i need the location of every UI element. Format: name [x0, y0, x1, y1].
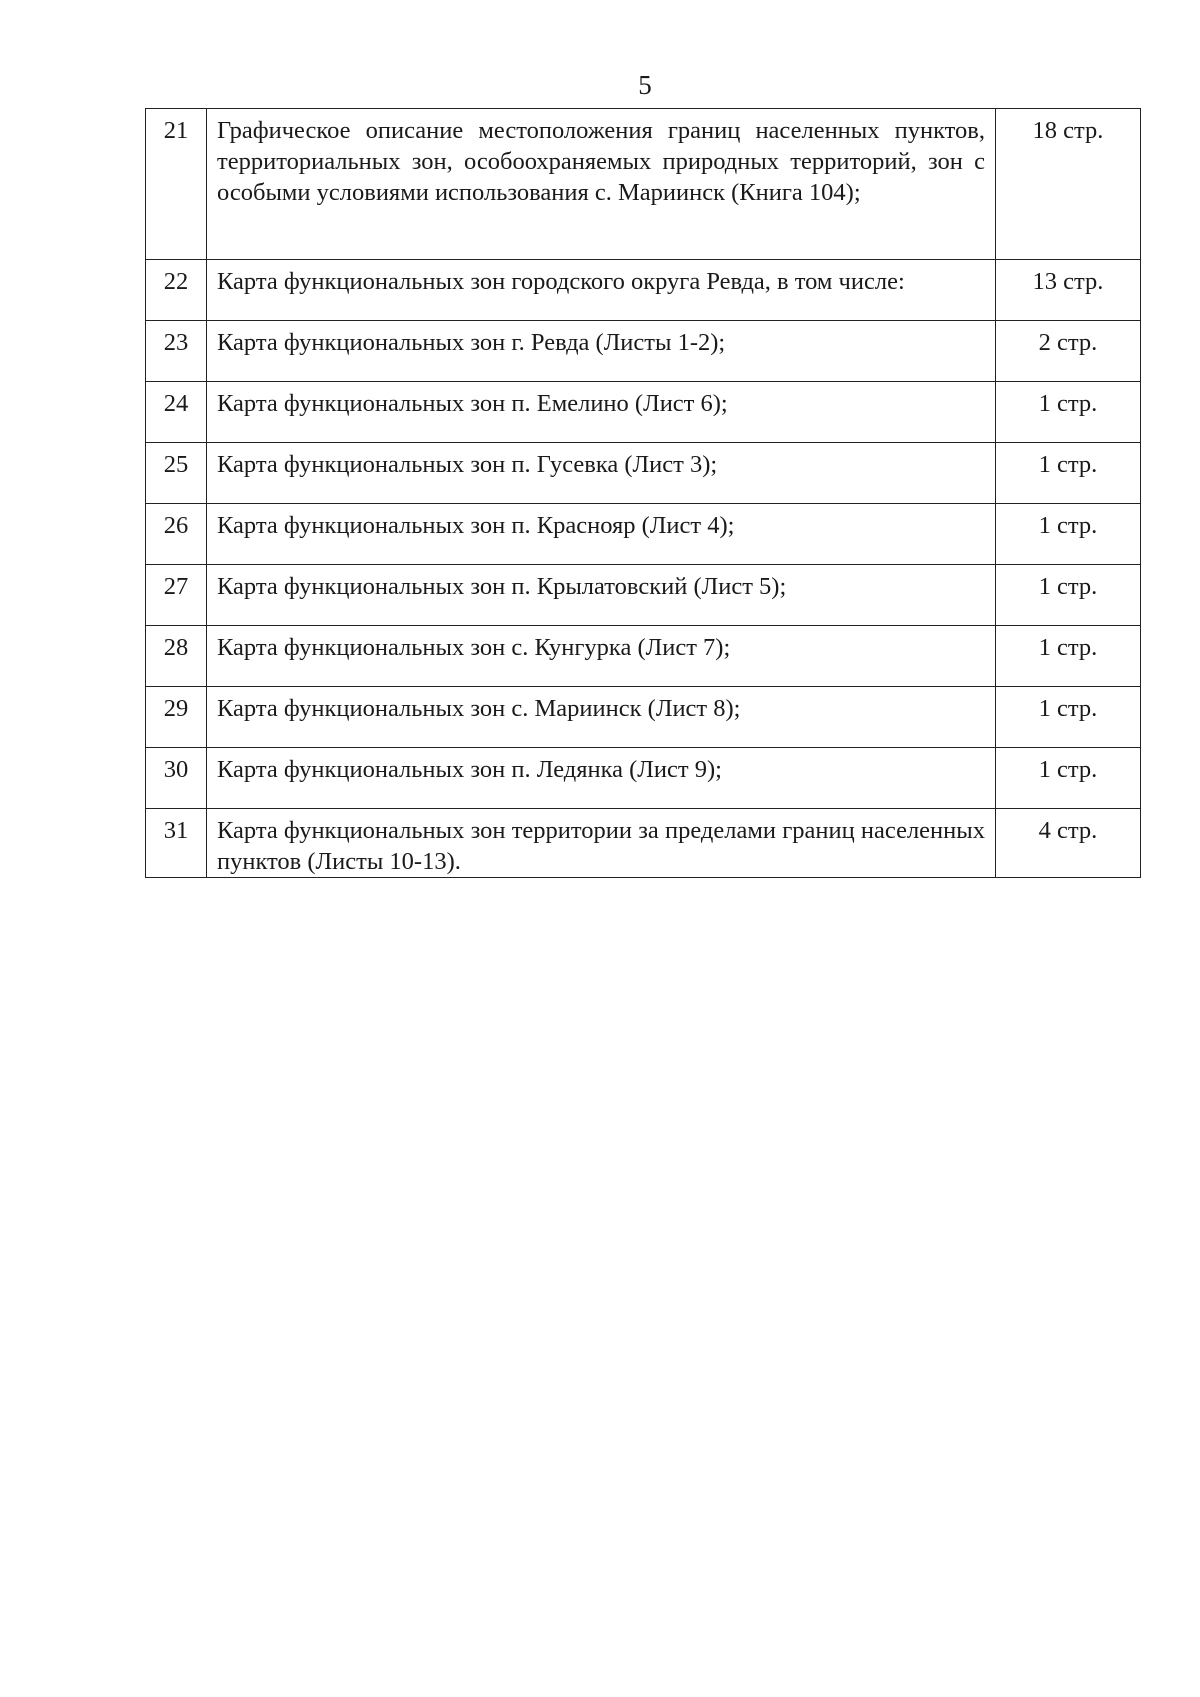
- row-description: Карта функциональных зон п. Краснояр (Лист 4);: [207, 504, 996, 565]
- row-description: Карта функциональных зон п. Емелино (Лист 6);: [207, 382, 996, 443]
- table-row: [146, 382, 1141, 443]
- row-number: 29: [146, 687, 207, 748]
- row-description: Карта функциональных зон с. Мариинск (Лист 8);: [207, 687, 996, 748]
- table-row: [146, 687, 1141, 748]
- row-page-count: 1 стр.: [996, 687, 1141, 748]
- row-description: Карта функциональных зон п. Крылатовский (Лист 5);: [207, 565, 996, 626]
- row-page-count: 1 стр.: [996, 443, 1141, 504]
- row-page-count: 13 стр.: [996, 260, 1141, 321]
- row-page-count: 1 стр.: [996, 382, 1141, 443]
- row-page-count: 1 стр.: [996, 504, 1141, 565]
- table-row: [146, 504, 1141, 565]
- row-number: 30: [146, 748, 207, 809]
- row-number: 24: [146, 382, 207, 443]
- row-description: Карта функциональных зон п. Ледянка (Лист 9);: [207, 748, 996, 809]
- row-page-count: 18 стр.: [996, 109, 1141, 260]
- row-page-count: 1 стр.: [996, 565, 1141, 626]
- row-description: Карта функциональных зон п. Гусевка (Лист 3);: [207, 443, 996, 504]
- row-description: Карта функциональных зон городского округа Ревда, в том числе:: [207, 260, 996, 321]
- row-description: Карта функциональных зон с. Кунгурка (Лист 7);: [207, 626, 996, 687]
- row-number: 21: [146, 109, 207, 260]
- row-number: 28: [146, 626, 207, 687]
- table-row: [146, 109, 1141, 260]
- table-row: [146, 748, 1141, 809]
- row-page-count: 4 стр.: [996, 809, 1141, 878]
- row-number: 27: [146, 565, 207, 626]
- row-page-count: 2 стр.: [996, 321, 1141, 382]
- row-number: 25: [146, 443, 207, 504]
- table-row: [146, 260, 1141, 321]
- row-number: 31: [146, 809, 207, 878]
- row-page-count: 1 стр.: [996, 748, 1141, 809]
- table-row: [146, 565, 1141, 626]
- page-number: 5: [638, 70, 652, 100]
- row-description: Карта функциональных зон территории за пределами границ населенных пунктов (Листы 10-13).: [207, 809, 996, 878]
- row-number: 23: [146, 321, 207, 382]
- table-row: [146, 809, 1141, 878]
- document-table: [145, 108, 1141, 878]
- row-description: Графическое описание местоположения границ населенных пунктов, территориальных зон, особоохраняемых природных территорий, зон с особыми условиями использования с. Мариинск (Книга 104);: [207, 109, 996, 260]
- table-row: [146, 321, 1141, 382]
- row-number: 26: [146, 504, 207, 565]
- row-page-count: 1 стр.: [996, 626, 1141, 687]
- table-row: [146, 626, 1141, 687]
- table-row: [146, 443, 1141, 504]
- row-description: Карта функциональных зон г. Ревда (Листы 1-2);: [207, 321, 996, 382]
- row-number: 22: [146, 260, 207, 321]
